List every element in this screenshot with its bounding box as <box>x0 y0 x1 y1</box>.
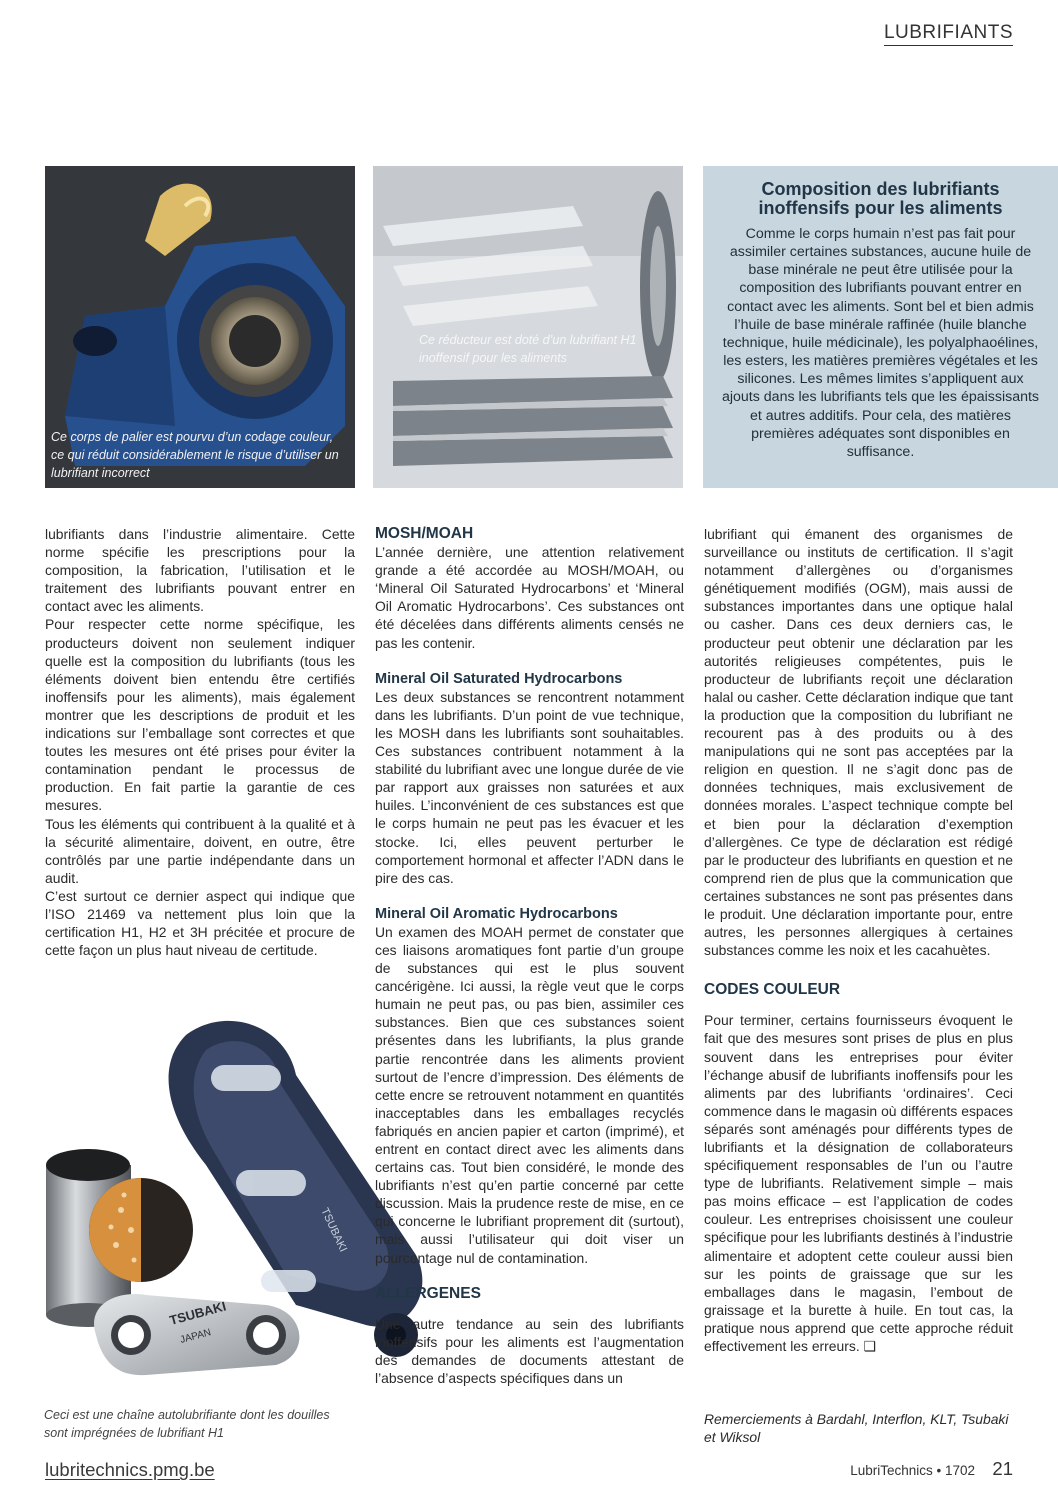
col3-paragraph-1: lubrifiant qui émanent des organismes de surveillance ou instituts de certification. Il s’agit notamment d’allergènes ou d’organismes génétiquement modifiés (OGM), mais aussi de substances importantes dans une optique halal ou casher. Dans ces deux derniers cas, le producteur peut obtenir une déclaration par les autorités religieuses compétentes, puis le producteur de lubrifiants reçoit une déclaration halal ou casher. Cette déclaration indique que tant la production que la composition du lubrifiant ne recourent pas à des produits ou à des manipulations qui ne sont pas acceptées par la religion en question. Il ne s’agit donc pas de données techniques, mais exclusivement de données morales. L’aspect technique compte bel et bien pour la déclaration d’exemption d’allergènes. Ce type de déclaration est rédigé par le producteur des lubrifiants en question et ne comprend rien de plus que la communication que certaines substances ne sont pas présentes dans le produit. Une déclaration importante pour, entre autres, les personnes allergiques à certaines substances comme les noix et les cacahuètes. <box>704 526 1013 959</box>
bearing-caption: Ce corps de palier est pourvu d’un codage couleur, ce qui réduit considérablement le risque d’utiliser un lubrifiant incorrect <box>51 429 339 480</box>
gear-caption: Ce réducteur est doté d’un lubrifiant H1 inoffensif pour les aliments <box>419 333 637 366</box>
plate-origin-text: JAPAN <box>178 1327 213 1346</box>
column-3 <box>704 525 1013 1355</box>
info-box <box>703 166 1058 488</box>
heading-allergenes: ALLERGENES <box>375 1284 481 1302</box>
col1-paragraph-1: lubrifiants dans l’industrie alimentaire. Cette norme spécifie les prescriptions pour la composition, la fabrication, l’utilisation et le traitement des lubrifiants pouvant entrer en contact avec les aliments. <box>45 526 355 615</box>
col1-paragraph-3: Tous les éléments qui contribuent à la qualité et à la sécurité alimentaire, doivent, en outre, être contrôlés par une partie indépendante dans un audit. <box>45 815 355 886</box>
bearing-photo <box>45 166 355 488</box>
column-2 <box>375 525 684 1387</box>
heading-codes-couleur: CODES COULEUR <box>704 981 841 999</box>
credits: Remerciements à Bardahl, Interflon, KLT, Tsubaki et Wiksol <box>704 1411 1009 1445</box>
plate-brand-text: TSUBAKI <box>167 1298 228 1328</box>
chain-caption: Ceci est une chaîne autolubrifiante dont les douilles sont imprégnées de lubrifiant H1 <box>44 1408 330 1441</box>
allergenes-paragraph: Une autre tendance au sein des lubrifiants inoffensifs pour les aliments est l’augmentation des demandes de documents attestant de l’absence d’aspects spécifiques dans un <box>375 1315 684 1387</box>
footer-website-link[interactable]: lubritechnics.pmg.be <box>45 1459 215 1480</box>
gear-photo <box>373 166 683 488</box>
column-1 <box>45 525 355 959</box>
col3-paragraph-2: Pour terminer, certains fournisseurs évoquent le fait que des mesures sont prises de plus en plus souvent dans les entreprises pour éviter l’échange abusif de lubrifiants inoffensifs pour les aliments par des lubrifiants ‘ordinaires’. Ceci commence dans le magasin où différents espaces séparés sont aménagés pour différents types de lubrifiants et la désignation de collaborateurs spécifiquement responsables de l’un ou l’autre type de lubrifiants. Relativement simple – mais pas moins efficace – est l’application de codes couleur. Les entreprises choisissent une couleur spécifique pour les lubrifiants destinés à l’industrie alimentaire et adoptent cette couleur aussi bien sur les points de graissage que sur les emballages dans le magasin, l’embout de graissage et la burette à huile. En tout cas, la pratique nous apprend que cette approche réduit effectivement les erreurs. ❑ <box>704 1012 1013 1355</box>
gear-illustration <box>373 166 683 488</box>
aromatic-paragraph: Un examen des MOAH permet de constater que ces liaisons aromatiques font partie d’un groupe de substances qui est le plus souvent cancérigène. Ici aussi, la règle veut que le corps humain ne peut pas, ou pas bien, assimiler ces substances. Bien que ces substances soient présentes dans les lubrifiants, la plus grande partie rencontrée dans les aliments provient surtout de l’encre d’impression. Des éléments de cette encre se retrouvent notamment en quantités inacceptables dans les emballages recyclés fabriqués en ancien papier et carton (imprimé), et entrent en contact direct avec les aliments dans certains cas. Tout bien considéré, le monde des lubrifiants n’est qu’en partie concerné par cette discussion. Mais la prudence reste de mise, en ce qui concerne le lubrifiant proprement dit (surtout), mais aussi l’utilisateur qui doit viser un pourcentage nul de contamination. <box>375 923 684 1266</box>
heading-saturated: Mineral Oil Saturated Hydrocarbons <box>375 670 623 687</box>
col1-paragraph-4: C’est surtout ce dernier aspect qui indique que l’ISO 21469 va nettement plus loin que la certification H1, H2 et 3H précitée et procure de cette façon un plus haut niveau de certitude. <box>45 887 355 959</box>
info-box-title: Composition des lubrifiants inoffensifs pour les aliments <box>758 179 1003 219</box>
chain-brand-text: TSUBAKI <box>318 1206 350 1254</box>
footer-magazine-issue: LubriTechnics • 1702 <box>850 1463 975 1478</box>
saturated-paragraph: Les deux substances se rencontrent notamment dans les lubrifiants. D’un point de vue technique, les MOSH dans les lubrifiants sont souhaitables. Ces substances contribuent notamment à la stabilité du lubrifiant avec une longue durée de vie par rapport aux graisses non saturées et aux huiles. L’inconvénient de ces substances est que le corps humain ne peut pas les évacuer et les stocke. Ici, elles peuvent perturber le comportement hormonal et affecter l’ADN dans le pire des cas. <box>375 688 684 886</box>
col1-paragraph-2: Pour respecter cette norme spécifique, les producteurs doivent non seulement indiquer quelle est la composition du lubrifiants (tous les éléments doivent bien entendu être certifiés inoffensifs pour les aliments), mais également montrer que les descriptions de produit et les indications sur l’emballage sont correctes et que toutes les mesures ont été prises pour éviter la contamination pendant le processus de production. En fait partie la garantie de ces mesures. <box>45 616 355 814</box>
section-label: LUBRIFIANTS <box>884 22 1013 46</box>
page-number: 21 <box>992 1458 1013 1479</box>
heading-aromatic: Mineral Oil Aromatic Hydrocarbons <box>375 905 618 922</box>
info-box-body: Comme le corps humain n’est pas fait pour assimiler certaines substances, aucune huile de base minérale ne peut être utilisée pour la composition des lubrifiants pouvant entrer en contact avec les aliments. Sont bel et bien admis l’huile de base minérale raffinée (huile blanche technique, huile médicinale), les polyalphaoélines, les esters, les matières premières végétales et les silicones. Les mêmes limites s’appliquent aux ajouts dans les lubrifiants tels que les épaissisants et autres additifs. Pour cela, des matières premières adéquates sont disponibles en suffisance. <box>721 225 1040 460</box>
mosh-paragraph: L’année dernière, une attention relativement grande a été accordée au MOSH/MOAH, ou ‘Mineral Oil Saturated Hydrocarbons’ et ‘Mineral Oil Aromatic Hydrocarbons’. Ces substances ont été décelées dans différents aliments censés ne pas les contenir. <box>375 544 684 651</box>
heading-mosh-moah: MOSH/MOAH <box>375 525 474 542</box>
